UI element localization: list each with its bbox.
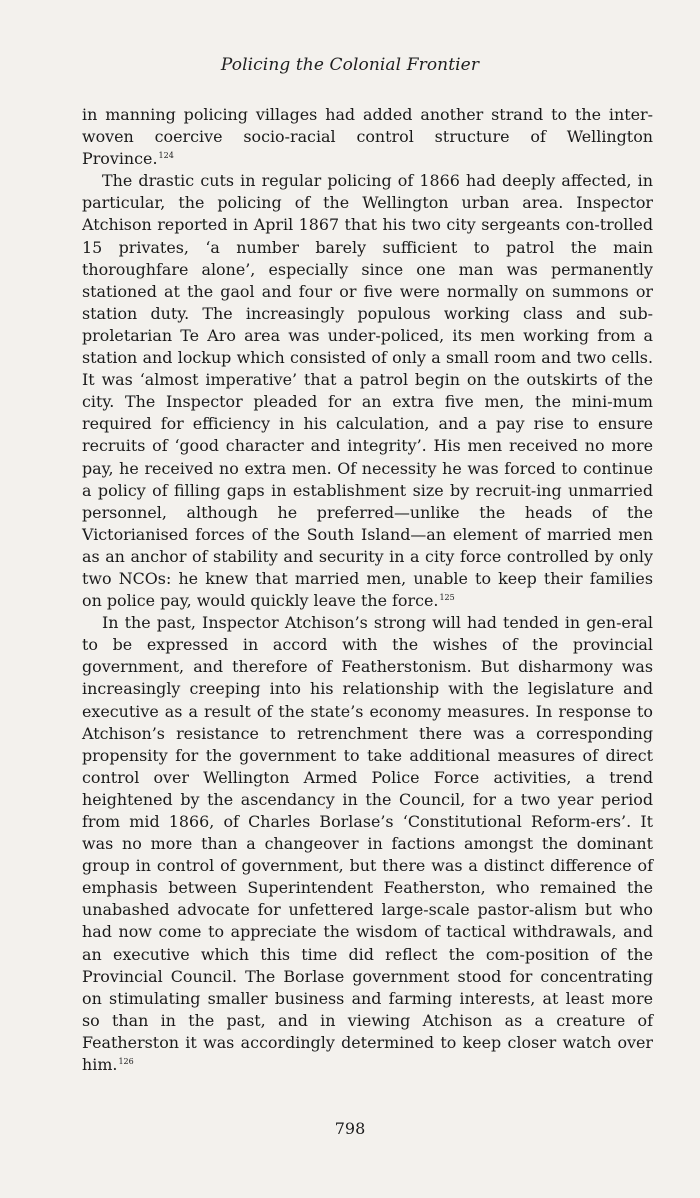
- paragraph-1-text: in manning policing villages had added another strand to the inter-woven coercive socio-racial control structure of Wellington Province.: [82, 105, 653, 169]
- paragraph-2-text: The drastic cuts in regular policing of 1866 had deeply affected, in particular, the policing of the Wellington urban area. Inspector Atchison reported in April 1867 that his two city sergeants con-trolled 15 privates, ‘a number barely sufficient to patrol the main thoroughfare alone’, especially since one man was permanently stationed at the gaol and four or five were normally on summons or station duty. The increasingly populous working class and sub-proletarian Te Aro area was under-policed, its men working from a station and lockup which consisted of only a small room and two cells. It was ‘almost imperative’ that a patrol begin on the outskirts of the city. The Inspector pleaded for an extra five men, the mini-mum required for efficiency in his calculation, and a pay rise to ensure recruits of ‘good character and integrity’. His men received no more pay, he received no extra men. Of necessity he was forced to continue a policy of filling gaps in establishment size by recruit-ing unmarried personnel, although he preferred—unlike the heads of the Victorianised forces of the South Island—an element of married men as an anchor of stability and security in a city force controlled by only two NCOs: he knew that married men, unable to keep their families on police pay, would quickly leave the force.: [82, 171, 653, 611]
- paragraph-3-text: In the past, Inspector Atchison’s strong will had tended in gen-eral to be expressed in accord with the wishes of the provincial government, and therefore of Featherstonism. But disharmony was increasingly creeping into his relationship with the legislature and executive as a result of the state’s economy measures. In response to Atchison’s resistance to retrenchment there was a corresponding propensity for the government to take additional measures of direct control over Wellington Armed Police Force activities, a trend heightened by the ascendancy in the Council, for a two year period from mid 1866, of Charles Borlase’s ‘Constitutional Reform-ers’. It was no more than a changeover in factions amongst the dominant group in control of government, but there was a distinct difference of emphasis between Superintendent Featherston, who remained the unabashed advocate for unfettered large-scale pastor-alism but who had now come to appreciate the wisdom of tactical withdrawals, and an executive which this time did reflect the com-position of the Provincial Council. The Borlase government stood for concentrating on stimulating smaller business and farming interests, at least more so than in the past, and in viewing Atchison as a creature of Featherston it was accordingly determined to keep closer watch over him.: [82, 613, 653, 1075]
- footnote-ref-125: 125: [439, 592, 455, 602]
- paragraph-2: [82, 170, 653, 612]
- paragraph-1: [82, 104, 653, 170]
- paragraph-3: [82, 612, 653, 1076]
- page-number: 798: [334, 1119, 366, 1138]
- footnote-ref-124: 124: [158, 150, 174, 160]
- running-head: Policing the Colonial Frontier: [220, 55, 480, 75]
- body-text: [82, 104, 653, 1076]
- footnote-ref-126: 126: [118, 1056, 134, 1066]
